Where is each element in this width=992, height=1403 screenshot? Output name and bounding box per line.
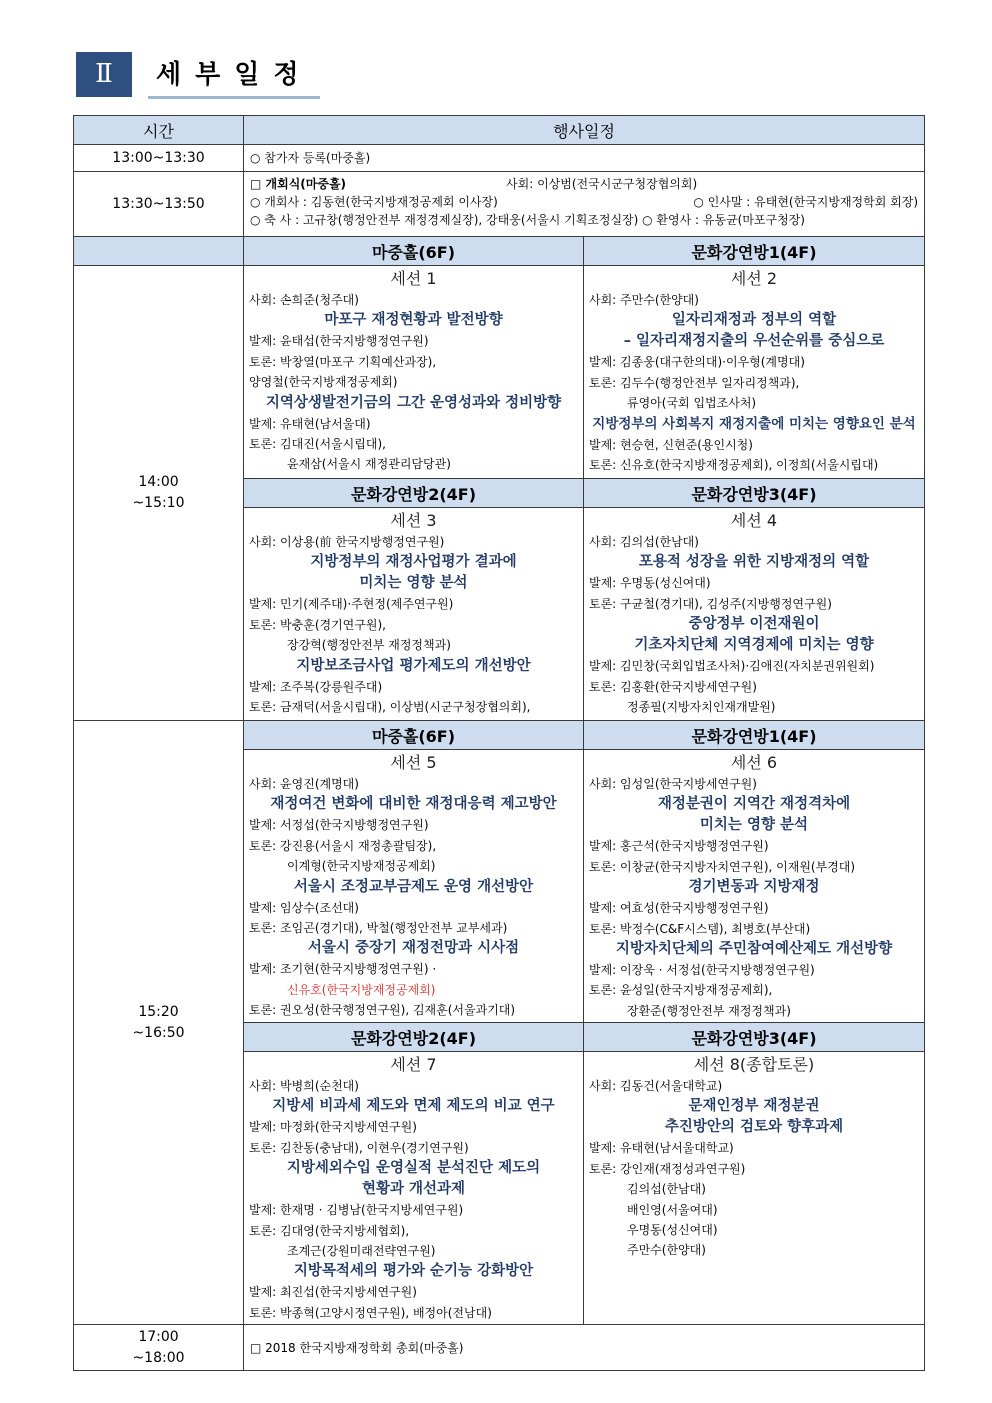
time-end: ~18:00 <box>132 1349 185 1366</box>
discussant: 토론: 권오성(한국행정연구원), 김재훈(서울과기대) <box>249 1003 516 1018</box>
session-title: 세션 3 <box>390 511 437 530</box>
room-culture3-2: 문화강연방3(4F) <box>584 1023 925 1052</box>
time-start: 14:00 <box>138 474 179 490</box>
presenter: 발제: 최진섭(한국지방세연구원) <box>249 1285 417 1300</box>
topic: 지방목적세의 평가와 순기능 강화방안 <box>293 1263 534 1280</box>
presenter: 발제: 조기현(한국지방행정연구원) · <box>249 962 437 977</box>
topic: – 일자리재정지출의 우선순위를 중심으로 <box>623 333 885 350</box>
topic: 일자리재정과 정부의 역할 <box>671 312 837 329</box>
discussant: 윤재삼(서울시 재정관리담당관) <box>287 457 451 472</box>
topic: 지역상생발전기금의 그간 운영성과와 정비방향 <box>265 394 562 411</box>
session-title: 세션 4 <box>730 511 778 530</box>
time-end: ~16:50 <box>132 1024 185 1041</box>
room-majung-1: 마중홀(6F) <box>244 237 584 266</box>
topic: 경기변동과 지방재정 <box>688 879 820 896</box>
topic: 현황과 개선과제 <box>361 1181 466 1198</box>
session-title: 세션 7 <box>390 1055 437 1074</box>
schedule-table <box>73 115 925 1371</box>
session-5 <box>244 750 584 1023</box>
room-culture2-1: 문화강연방2(4F) <box>244 479 584 508</box>
session-4 <box>584 508 925 721</box>
presenter: 발제: 우명동(성신여대) <box>589 576 711 591</box>
session-8 <box>584 1052 925 1325</box>
moderator: 사회: 이상용(前 한국지방행정연구원) <box>249 535 445 549</box>
discussant: 토론: 김찬동(충남대), 이현우(경기연구원) <box>249 1140 469 1155</box>
section-header <box>76 52 320 100</box>
topic: 지방세외수입 운영실적 분석진단 제도의 <box>286 1160 541 1177</box>
discussant: 배인영(서울여대) <box>627 1202 718 1217</box>
time-block-1 <box>74 266 244 721</box>
presenter: 발제: 한재명 · 김병남(한국지방세연구원) <box>249 1203 464 1218</box>
session-2 <box>584 266 925 479</box>
topic: 재정여건 변화에 대비한 재정대응력 제고방안 <box>270 796 557 813</box>
presenter: 발제: 조주복(강릉원주대) <box>249 679 383 694</box>
room-row-spacer <box>74 237 244 266</box>
time-start: 15:20 <box>138 1003 179 1020</box>
discussant: 토론: 강인재(재정성과연구원) <box>589 1161 746 1176</box>
presenter: 발제: 여효성(한국지방행정연구원) <box>589 901 769 916</box>
discussant: 김의섭(한남대) <box>627 1182 706 1197</box>
presenter: 발제: 민기(제주대)·주현정(제주연구원) <box>249 597 454 612</box>
discussant: 토론: 김대영(한국지방세협회), <box>249 1223 410 1238</box>
session-6 <box>584 750 925 1023</box>
opening-host: 사회: 이상범(전국시군구청장협의회) <box>506 177 698 191</box>
room-culture1-1: 문화강연방1(4F) <box>584 237 925 266</box>
topic: 포용적 성장을 위한 지방재정의 역할 <box>638 554 870 571</box>
session-title: 세션 5 <box>390 753 437 772</box>
topic: 지방보조금사업 평가제도의 개선방안 <box>296 657 531 674</box>
moderator: 사회: 손희준(청주대) <box>249 293 359 307</box>
room-culture2-2: 문화강연방2(4F) <box>244 1023 584 1052</box>
time-end: ~15:10 <box>132 495 185 511</box>
topic: 기초자치단체 지역경제에 미치는 영향 <box>634 637 874 654</box>
topic: 마포구 재정현황과 발전방향 <box>324 312 503 329</box>
time-registration: 13:00~13:30 <box>74 145 244 172</box>
moderator: 사회: 임성일(한국지방세연구원) <box>589 777 757 791</box>
discussant: 류영아(국회 입법조사처) <box>627 396 757 411</box>
topic: 미치는 영향 분석 <box>359 575 468 592</box>
topic: 재정분권이 지역간 재정격차에 <box>657 796 851 813</box>
general-assembly: □ 2018 한국지방재정학회 총회(마중홀) <box>244 1325 925 1371</box>
time-start: 17:00 <box>138 1328 179 1345</box>
moderator: 사회: 주만수(한양대) <box>589 293 699 307</box>
discussant: 토론: 박창열(마포구 기획예산과장), <box>249 354 437 369</box>
topic: 서울시 중장기 재정전망과 시사점 <box>307 940 520 957</box>
discussant: 장강혁(행정안전부 재정정책과) <box>287 638 451 653</box>
presenter: 발제: 김민창(국회입법조사처)·김애진(자치분권위원회) <box>589 659 875 674</box>
congratulatory: ○ 축 사 : 고규창(행정안전부 재정경제실장), 강태웅(서울시 기획조정실장) ○ 환영사 : 유동균(마포구청장) <box>250 213 805 227</box>
discussant: 양영철(한국지방재정공제회) <box>249 375 398 390</box>
discussant: 조계근(강원미래전략연구원) <box>287 1244 436 1259</box>
session-3 <box>244 508 584 721</box>
presenter: 발제: 유태현(남서울대학교) <box>589 1141 734 1156</box>
discussant: 장환준(행정안전부 재정정책과) <box>627 1003 791 1018</box>
topic: 중앙정부 이전재원이 <box>688 616 820 633</box>
discussant: 이계형(한국지방재정공제회) <box>287 859 436 874</box>
discussant: 토론: 금재덕(서울시립대), 이상범(시군구청장협의회), <box>249 700 531 715</box>
greeting: ○ 인사말 : 유태현(한국지방재정학회 회장) <box>693 195 919 209</box>
presenter: 발제: 임상수(조선대) <box>249 900 359 915</box>
presenter: 발제: 마정화(한국지방세연구원) <box>249 1120 417 1135</box>
time-block-2 <box>74 721 244 1325</box>
registration-text: ○ 참가자 등록(마중홀) <box>244 145 925 172</box>
discussant: 토론: 이창균(한국지방자치연구원), 이재원(부경대) <box>589 859 856 874</box>
room-majung-2: 마중홀(6F) <box>244 721 584 750</box>
col-header-time: 시간 <box>74 116 244 145</box>
topic: 문재인정부 재정분권 <box>688 1098 820 1115</box>
session-7 <box>244 1052 584 1325</box>
section-numeral: Ⅱ <box>76 52 132 97</box>
room-culture3-1: 문화강연방3(4F) <box>584 479 925 508</box>
presenter: 발제: 홍근석(한국지방행정연구원) <box>589 839 769 854</box>
section-title: 세부일정 <box>156 60 313 90</box>
topic: 지방자치단체의 주민참여예산제도 개선방향 <box>615 941 893 958</box>
time-opening: 13:30~13:50 <box>74 172 244 237</box>
session-title: 세션 2 <box>730 269 778 288</box>
topic: 지방세 비과세 제도와 면제 제도의 비교 연구 <box>272 1098 555 1115</box>
session-1 <box>244 266 584 479</box>
discussant: 토론: 윤성일(한국지방재정공제회), <box>589 983 773 998</box>
discussant: 토론: 신유호(한국지방재정공제회), 이정희(서울시립대) <box>589 458 879 473</box>
discussant: 토론: 조임곤(경기대), 박철(행정안전부 교부세과) <box>249 921 508 936</box>
topic: 지방정부의 사회복지 재정지출에 미치는 영향요인 분석 <box>592 415 916 432</box>
presenter: 발제: 김종웅(대구한의대)·이우형(계명대) <box>589 355 805 370</box>
discussant: 정종필(지방자치인재개발원) <box>627 700 776 715</box>
opening-address: ○ 개회사 : 김동현(한국지방재정공제회 이사장) <box>250 195 498 209</box>
presenter: 발제: 서정섭(한국지방행정연구원) <box>249 818 429 833</box>
moderator: 사회: 김동건(서울대학교) <box>589 1079 723 1093</box>
topic: 추진방안의 검토와 향후과제 <box>664 1119 844 1136</box>
moderator: 사회: 박병희(순천대) <box>249 1079 359 1093</box>
topic: 미치는 영향 분석 <box>699 817 809 834</box>
discussant: 토론: 구균철(경기대), 김성주(지방행정연구원) <box>589 596 832 611</box>
session-title: 세션 1 <box>390 269 437 288</box>
opening-title: □ 개회식(마중홀) <box>250 177 347 191</box>
discussant: 토론: 김대진(서울시립대), <box>249 437 386 452</box>
presenter: 발제: 이장욱 · 서정섭(한국지방행정연구원) <box>589 963 815 978</box>
opening-ceremony <box>244 172 925 237</box>
moderator: 사회: 윤영진(계명대) <box>249 777 359 791</box>
discussant: 토론: 김홍환(한국지방세연구원) <box>589 679 757 694</box>
presenter: 발제: 윤태섭(한국지방행정연구원) <box>249 334 429 349</box>
discussant: 토론: 김두수(행정안전부 일자리정책과), <box>589 375 800 390</box>
title-underline <box>148 96 320 99</box>
discussant: 토론: 박종혁(고양시정연구원), 배정아(전남대) <box>249 1305 492 1320</box>
moderator: 사회: 김의섭(한남대) <box>589 535 699 549</box>
discussant: 우명동(성신여대) <box>627 1223 718 1238</box>
topic: 서울시 조정교부금제도 운영 개선방안 <box>293 878 534 895</box>
session-title: 세션 6 <box>730 753 778 772</box>
presenter: 발제: 현승현, 신현준(용인시청) <box>589 437 753 452</box>
discussant: 토론: 강진용(서울시 재정총괄팀장), <box>249 838 437 853</box>
presenter: 발제: 유태현(남서울대) <box>249 416 371 431</box>
time-closing <box>74 1325 244 1371</box>
topic: 지방정부의 재정사업평가 결과에 <box>310 554 517 571</box>
discussant: 주만수(한양대) <box>627 1243 706 1258</box>
presenter-highlight: 신유호(한국지방재정공제회) <box>287 982 436 997</box>
discussant: 토론: 박충훈(경기연구원), <box>249 617 386 632</box>
room-culture1-2: 문화강연방1(4F) <box>584 721 925 750</box>
session-title: 세션 8(종합토론) <box>693 1055 815 1074</box>
discussant: 토론: 박정수(C&F시스템), 최병호(부산대) <box>589 921 811 936</box>
col-header-event: 행사일정 <box>244 116 925 145</box>
